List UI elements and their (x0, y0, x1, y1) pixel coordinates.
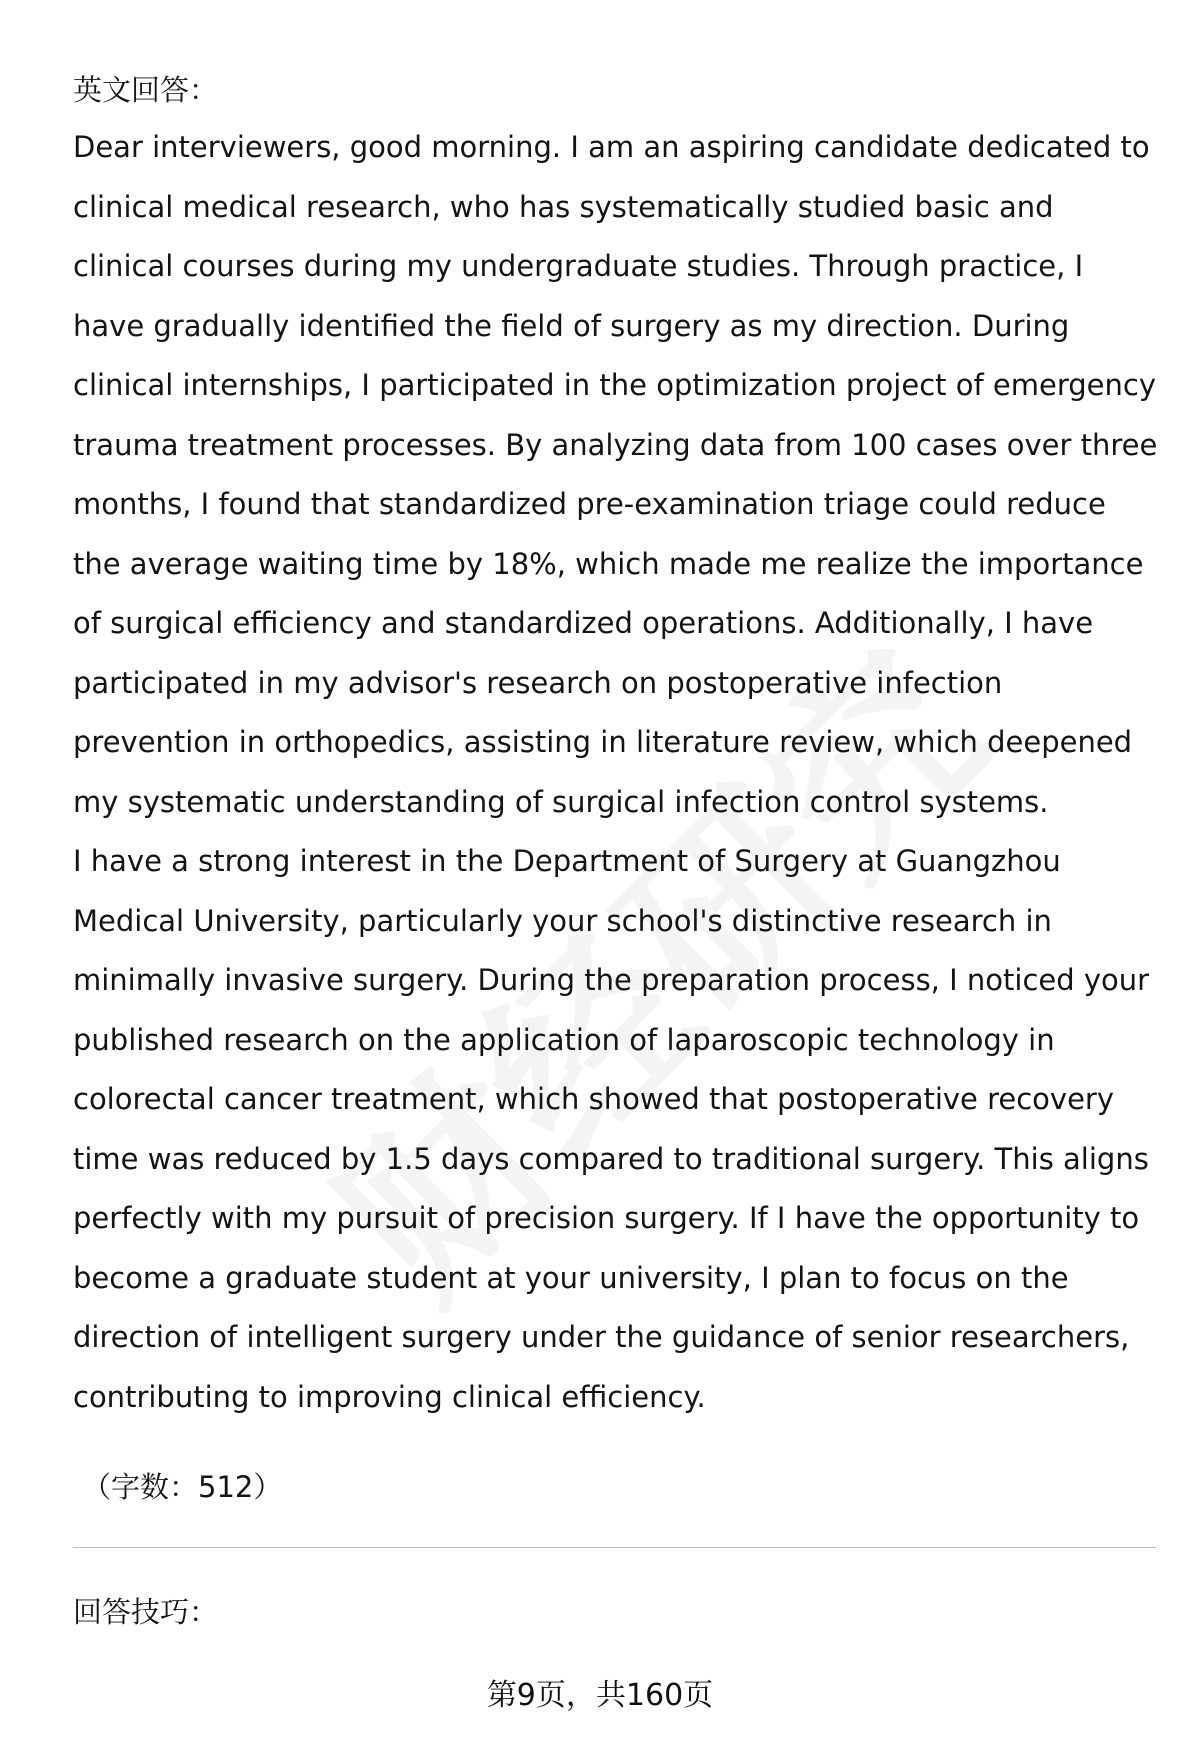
word-count: （字数：512） (82, 1470, 283, 1504)
answer-body (73, 118, 1158, 1427)
divider (73, 1547, 1156, 1548)
page-number: 第9页，共160页 (486, 1678, 714, 1713)
section-heading-answer-tips: 回答技巧： (73, 1595, 219, 1629)
answer-paragraph-1: Dear interviewers, good morning. I am an aspiring candidate dedicated to clinical medical research, who has systematically studied basic and clinical courses during my undergraduate studies. Through practice, I have gradually identified the field of surgery as my direction. During clinical internships, I participated in the optimization project of emergency trauma treatment processes. By analyzing data from 100 cases over three months, I found that standardized pre-examination triage could reduce the average waiting time by 18%, which made me realize the importance of surgical efficiency and standardized operations. Additionally, I have participated in my advisor's research on postoperative infection prevention in orthopedics, assisting in literature review, which deepened my systematic understanding of surgical infection control systems. (73, 130, 1158, 819)
section-heading-english-answer: 英文回答： (73, 73, 219, 107)
answer-paragraph-2: I have a strong interest in the Department of Surgery at Guangzhou Medical University, particularly your school's distinctive research in minimally invasive surgery. During the preparation process, I noticed your published research on the application of laparoscopic technology in colorectal cancer treatment, which showed that postoperative recovery time was reduced by 1.5 days compared to traditional surgery. This aligns perfectly with my pursuit of precision surgery. If I have the opportunity to become a graduate student at your university, I plan to focus on the direction of intelligent surgery under the guidance of senior researchers, contributing to improving clinical efficiency. (73, 844, 1150, 1414)
